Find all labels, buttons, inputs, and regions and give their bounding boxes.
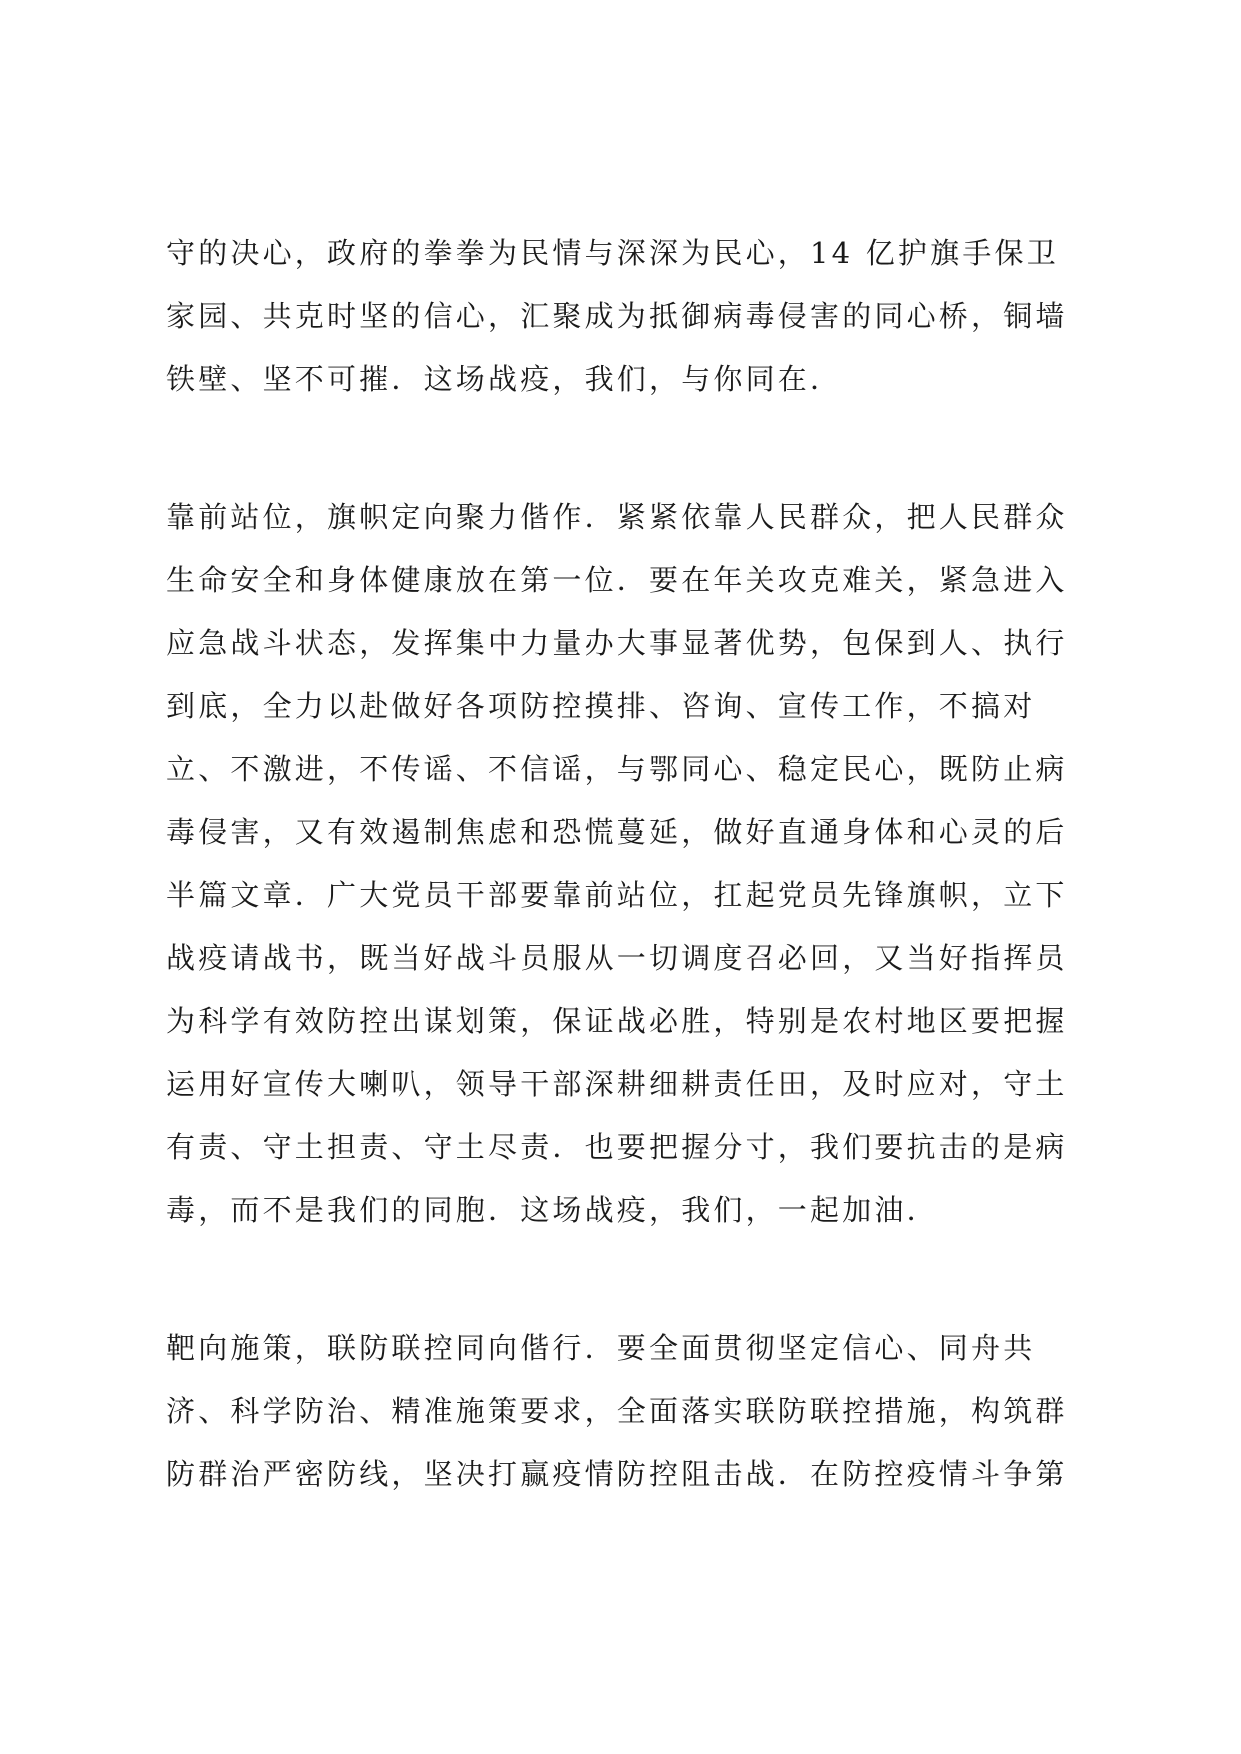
text-line: 家园、共克时坚的信心，汇聚成为抵御病毒侵害的同心桥，铜墙 (166, 299, 1068, 333)
text-line: 战疫请战书，既当好战斗员服从一切调度召必回，又当好指挥员 (166, 941, 1068, 975)
text-line: 到底，全力以赴做好各项防控摸排、咨询、宣传工作，不搞对 (166, 689, 1036, 723)
text-line: 毒，而不是我们的同胞．这场战疫，我们，一起加油． (166, 1193, 939, 1227)
text-line: 济、科学防治、精准施策要求，全面落实联防联控措施，构筑群 (166, 1394, 1068, 1428)
text-line: 运用好宣传大喇叭，领导干部深耕细耕责任田，及时应对，守土 (166, 1067, 1068, 1101)
text-line: 毒侵害，又有效遏制焦虑和恐慌蔓延，做好直通身体和心灵的后 (166, 815, 1068, 849)
text-line: 守的决心，政府的拳拳为民情与深深为民心，14 亿护旗手保卫 (166, 236, 1059, 270)
text-line: 靠前站位，旗帜定向聚力偕作．紧紧依靠人民群众，把人民群众 (166, 500, 1068, 534)
text-line: 有责、守土担责、守土尽责．也要把握分寸，我们要抗击的是病 (166, 1130, 1068, 1164)
text-line: 半篇文章．广大党员干部要靠前站位，扛起党员先锋旗帜，立下 (166, 878, 1068, 912)
text-line: 立、不激进，不传谣、不信谣，与鄂同心、稳定民心，既防止病 (166, 752, 1068, 786)
text-line: 防群治严密防线，坚决打赢疫情防控阻击战．在防控疫情斗争第 (166, 1457, 1068, 1491)
text-line: 应急战斗状态，发挥集中力量办大事显著优势，包保到人、执行 (166, 626, 1068, 660)
text-line: 铁壁、坚不可摧．这场战疫，我们，与你同在． (166, 362, 843, 396)
text-line: 生命安全和身体健康放在第一位．要在年关攻克难关，紧急进入 (166, 563, 1068, 597)
text-line: 为科学有效防控出谋划策，保证战必胜，特别是农村地区要把握 (166, 1004, 1068, 1038)
text-line: 靶向施策，联防联控同向偕行．要全面贯彻坚定信心、同舟共 (166, 1331, 1036, 1365)
